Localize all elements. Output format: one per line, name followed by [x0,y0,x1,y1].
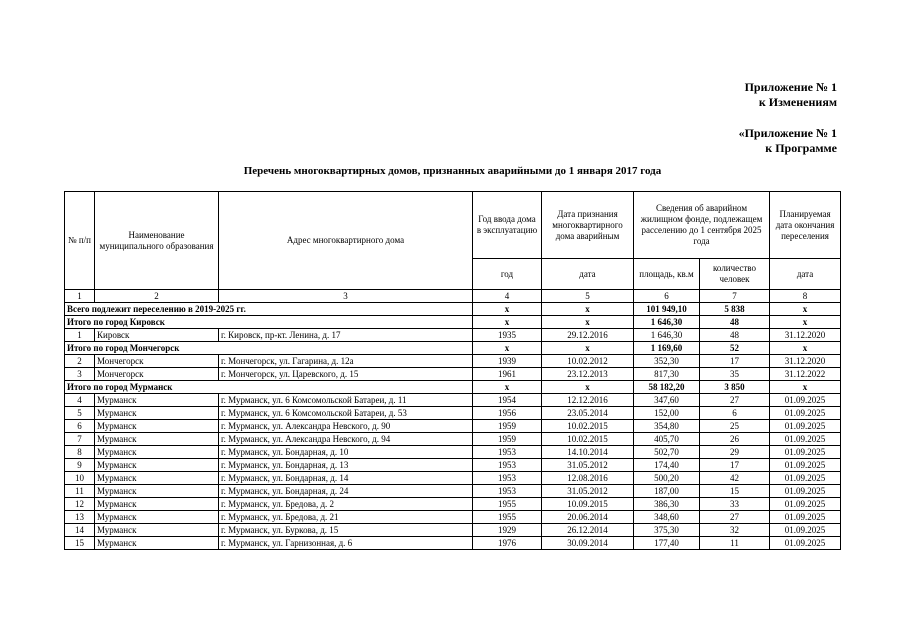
end-date-cell: 01.09.2025 [770,524,841,537]
people-cell: 15 [700,485,770,498]
municipality-cell: Мурманск [95,407,219,420]
date-cell: 23.05.2014 [542,407,634,420]
table-row [65,537,841,550]
col-header-address: Адрес многоквартирного дома [219,192,473,290]
address-cell: г. Мурманск, ул. Александра Невского, д. 94 [219,433,473,446]
people-cell: 42 [700,472,770,485]
date-cell: 31.05.2012 [542,485,634,498]
program-appendix-header [739,126,837,156]
people-cell: 32 [700,524,770,537]
table-row [65,420,841,433]
address-cell: г. Мурманск, ул. Бондарная, д. 14 [219,472,473,485]
col-number: 1 [65,290,95,303]
address-cell: г. Мурманск, ул. Бондарная, д. 10 [219,446,473,459]
area-cell: 354,80 [634,420,700,433]
year-cell: 1959 [473,420,542,433]
address-cell: г. Мурманск, ул. Бредова, д. 2 [219,498,473,511]
date-cell: 12.12.2016 [542,394,634,407]
subheader-people: количество человек [700,259,770,290]
row-number: 3 [65,368,95,381]
end-date-cell: 01.09.2025 [770,511,841,524]
col-header-emergency-info: Сведения об аварийном жилищном фонде, подлежащем расселению до 1 сентября 2025 года [634,192,770,259]
table-row [65,511,841,524]
municipality-cell: Кировск [95,329,219,342]
subheader-year: год [473,259,542,290]
table-row [65,485,841,498]
date-cell: 14.10.2014 [542,446,634,459]
row-number: 1 [65,329,95,342]
end-date-cell: 01.09.2025 [770,420,841,433]
area-cell: 500,20 [634,472,700,485]
address-cell: г. Мурманск, ул. Бондарная, д. 24 [219,485,473,498]
row-number: 10 [65,472,95,485]
total-label: Всего подлежит переселению в 2019-2025 гг. [65,303,473,316]
address-cell: г. Мурманск, ул. 6 Комсомольской Батареи, д. 11 [219,394,473,407]
col-number: 6 [634,290,700,303]
municipality-cell: Мурманск [95,485,219,498]
subheader-date2: дата [770,259,841,290]
houses-table [64,191,841,550]
end-date-cell: 01.09.2025 [770,446,841,459]
col-number: 4 [473,290,542,303]
row-number: 12 [65,498,95,511]
year-cell: 1953 [473,446,542,459]
area-cell: 375,30 [634,524,700,537]
total-row [65,316,841,329]
row-number: 15 [65,537,95,550]
col-header-year-built: Год ввода дома в эксплуатацию [473,192,542,259]
table-row [65,446,841,459]
year-cell: 1976 [473,537,542,550]
table-row [65,407,841,420]
program-appendix-subtitle: к Программе [765,141,837,155]
date-cell: 10.02.2012 [542,355,634,368]
total-area: 1 646,30 [634,316,700,329]
year-cell: 1955 [473,498,542,511]
area-cell: 1 646,30 [634,329,700,342]
table-row [65,433,841,446]
total-people: 52 [700,342,770,355]
date-cell: 10.09.2015 [542,498,634,511]
date-cell: 29.12.2016 [542,329,634,342]
municipality-cell: Мурманск [95,524,219,537]
date-cell: 20.06.2014 [542,511,634,524]
total-end-date: х [770,381,841,394]
total-date: х [542,303,634,316]
table-row [65,368,841,381]
row-number: 14 [65,524,95,537]
people-cell: 6 [700,407,770,420]
header-row [65,192,841,259]
col-header-planned-end: Планируемая дата окончания переселения [770,192,841,259]
row-number: 9 [65,459,95,472]
people-cell: 27 [700,394,770,407]
appendix-subtitle: к Изменениям [758,95,837,109]
appendix-header [745,80,837,110]
col-header-num: № п/п [65,192,95,290]
people-cell: 27 [700,511,770,524]
address-cell: г. Мурманск, ул. Буркова, д. 15 [219,524,473,537]
area-cell: 347,60 [634,394,700,407]
total-end-date: х [770,303,841,316]
date-cell: 10.02.2015 [542,433,634,446]
end-date-cell: 31.12.2020 [770,329,841,342]
total-area: 1 169,60 [634,342,700,355]
municipality-cell: Мурманск [95,459,219,472]
year-cell: 1961 [473,368,542,381]
people-cell: 17 [700,459,770,472]
end-date-cell: 01.09.2025 [770,498,841,511]
row-number: 11 [65,485,95,498]
table-row [65,472,841,485]
row-number: 8 [65,446,95,459]
year-cell: 1953 [473,472,542,485]
area-cell: 405,70 [634,433,700,446]
area-cell: 386,30 [634,498,700,511]
year-cell: 1959 [473,433,542,446]
year-cell: 1935 [473,329,542,342]
col-number: 3 [219,290,473,303]
end-date-cell: 01.09.2025 [770,537,841,550]
total-label: Итого по город Мурманск [65,381,473,394]
total-year: х [473,381,542,394]
area-cell: 502,70 [634,446,700,459]
year-cell: 1939 [473,355,542,368]
address-cell: г. Мурманск, ул. Бондарная, д. 13 [219,459,473,472]
row-number: 7 [65,433,95,446]
address-cell: г. Мурманск, ул. Гарнизонная, д. 6 [219,537,473,550]
year-cell: 1956 [473,407,542,420]
total-date: х [542,342,634,355]
table-row [65,355,841,368]
total-date: х [542,381,634,394]
col-number: 7 [700,290,770,303]
total-area: 58 182,20 [634,381,700,394]
col-number: 2 [95,290,219,303]
municipality-cell: Мурманск [95,446,219,459]
total-end-date: х [770,342,841,355]
area-cell: 152,00 [634,407,700,420]
total-people: 3 850 [700,381,770,394]
total-end-date: х [770,316,841,329]
municipality-cell: Мурманск [95,537,219,550]
people-cell: 29 [700,446,770,459]
area-cell: 174,40 [634,459,700,472]
people-cell: 48 [700,329,770,342]
total-label: Итого по город Кировск [65,316,473,329]
row-number: 6 [65,420,95,433]
table-row [65,329,841,342]
municipality-cell: Мурманск [95,472,219,485]
total-row [65,342,841,355]
municipality-cell: Мончегорск [95,368,219,381]
municipality-cell: Мурманск [95,498,219,511]
municipality-cell: Мурманск [95,394,219,407]
end-date-cell: 01.09.2025 [770,407,841,420]
municipality-cell: Мурманск [95,433,219,446]
date-cell: 31.05.2012 [542,459,634,472]
document-title: Перечень многоквартирных домов, признанных аварийными до 1 января 2017 года [243,165,662,177]
end-date-cell: 31.12.2020 [770,355,841,368]
area-cell: 187,00 [634,485,700,498]
address-cell: г. Мончегорск, ул. Царевского, д. 15 [219,368,473,381]
area-cell: 817,30 [634,368,700,381]
total-year: х [473,316,542,329]
municipality-cell: Мурманск [95,511,219,524]
total-area: 101 949,10 [634,303,700,316]
address-cell: г. Мурманск, ул. Бредова, д. 21 [219,511,473,524]
program-appendix-title: «Приложение № 1 [738,126,837,140]
people-cell: 25 [700,420,770,433]
table-row [65,498,841,511]
area-cell: 352,30 [634,355,700,368]
total-label: Итого по город Мончегорск [65,342,473,355]
subheader-area: площадь, кв.м [634,259,700,290]
col-header-municipality: Наименование муниципального образования [95,192,219,290]
table-row [65,524,841,537]
row-number: 13 [65,511,95,524]
people-cell: 35 [700,368,770,381]
total-row [65,381,841,394]
year-cell: 1953 [473,459,542,472]
area-cell: 348,60 [634,511,700,524]
total-date: х [542,316,634,329]
subheader-date: дата [542,259,634,290]
end-date-cell: 01.09.2025 [770,433,841,446]
date-cell: 30.09.2014 [542,537,634,550]
people-cell: 11 [700,537,770,550]
total-year: х [473,303,542,316]
col-number: 8 [770,290,841,303]
column-numbers-row [65,290,841,303]
end-date-cell: 01.09.2025 [770,459,841,472]
end-date-cell: 31.12.2022 [770,368,841,381]
municipality-cell: Мурманск [95,420,219,433]
table-row [65,459,841,472]
date-cell: 12.08.2016 [542,472,634,485]
appendix-title: Приложение № 1 [744,80,837,94]
col-header-date-recognized: Дата признания многоквартирного дома аварийным [542,192,634,259]
address-cell: г. Мурманск, ул. Александра Невского, д. 90 [219,420,473,433]
date-cell: 23.12.2013 [542,368,634,381]
municipality-cell: Мончегорск [95,355,219,368]
total-year: х [473,342,542,355]
total-people: 5 838 [700,303,770,316]
address-cell: г. Мурманск, ул. 6 Комсомольской Батареи, д. 53 [219,407,473,420]
year-cell: 1953 [473,485,542,498]
date-cell: 26.12.2014 [542,524,634,537]
end-date-cell: 01.09.2025 [770,472,841,485]
people-cell: 33 [700,498,770,511]
table-row [65,394,841,407]
address-cell: г. Кировск, пр-кт. Ленина, д. 17 [219,329,473,342]
total-people: 48 [700,316,770,329]
area-cell: 177,40 [634,537,700,550]
year-cell: 1954 [473,394,542,407]
col-number: 5 [542,290,634,303]
row-number: 2 [65,355,95,368]
people-cell: 17 [700,355,770,368]
total-row [65,303,841,316]
year-cell: 1955 [473,511,542,524]
row-number: 5 [65,407,95,420]
people-cell: 26 [700,433,770,446]
year-cell: 1929 [473,524,542,537]
row-number: 4 [65,394,95,407]
end-date-cell: 01.09.2025 [770,485,841,498]
address-cell: г. Мончегорск, ул. Гагарина, д. 12а [219,355,473,368]
date-cell: 10.02.2015 [542,420,634,433]
end-date-cell: 01.09.2025 [770,394,841,407]
